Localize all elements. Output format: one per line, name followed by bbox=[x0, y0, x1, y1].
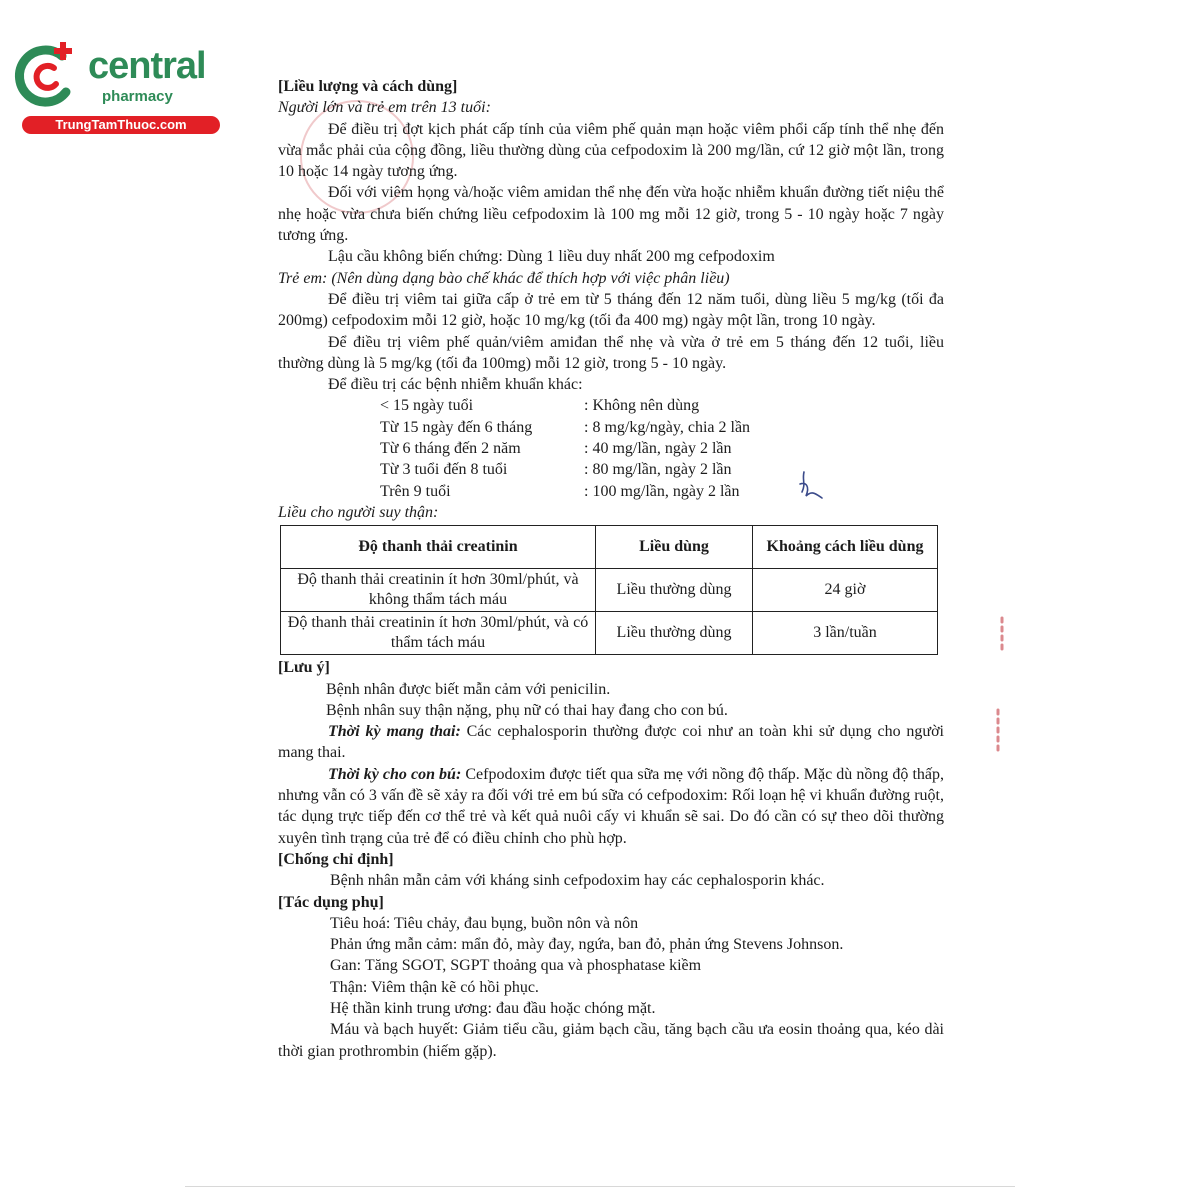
section-heading-note: [Lưu ý] bbox=[278, 659, 330, 677]
paragraph: Để điều trị viêm phế quản/viêm amiđan thể nhẹ và vừa ở trẻ em 5 tháng đến 12 tuổi, liều thường dùng là 5 mg/kg (tối đa 100mg) mỗi 12 giờ, trong 5 - 10 ngày. bbox=[278, 333, 944, 372]
dosage-schedule bbox=[380, 395, 944, 501]
table-cell: Độ thanh thải creatinin ít hơn 30ml/phút, và có thẩm tách máu bbox=[281, 612, 596, 655]
section-heading-side-effects: [Tác dụng phụ] bbox=[278, 893, 384, 911]
table-cell: Độ thanh thải creatinin ít hơn 30ml/phút, và không thẩm tách máu bbox=[281, 569, 596, 612]
paragraph-pregnancy bbox=[278, 721, 944, 764]
paragraph-lactation bbox=[278, 764, 944, 849]
schedule-dose: : 8 mg/kg/ngày, chia 2 lần bbox=[584, 418, 751, 436]
table-row bbox=[281, 569, 938, 612]
schedule-dose: : 40 mg/lần, ngày 2 lần bbox=[584, 440, 732, 458]
schedule-age: < 15 ngày tuổi bbox=[380, 397, 474, 415]
table-cell: 24 giờ bbox=[753, 569, 938, 612]
document-body bbox=[278, 76, 944, 1062]
section-heading-contraindications: [Chống chỉ định] bbox=[278, 850, 394, 868]
schedule-row bbox=[380, 417, 944, 438]
table-cell: Liều thường dùng bbox=[596, 612, 753, 655]
pregnancy-text: Các cephalosporin thường được coi như an toàn khi sử dụng cho người mang thai. bbox=[278, 723, 945, 762]
paragraph: Để điều trị các bệnh nhiễm khuẩn khác: bbox=[328, 376, 583, 394]
schedule-age: Từ 15 ngày đến 6 tháng bbox=[380, 418, 533, 436]
pregnancy-label: Thời kỳ mang thai: bbox=[328, 723, 461, 741]
table-header: Khoảng cách liều dùng bbox=[753, 526, 938, 569]
schedule-row bbox=[380, 481, 944, 502]
side-effect-item: Phản ứng mẫn cảm: mẩn đỏ, mày đay, ngứa, ban đỏ, phản ứng Stevens Johnson. bbox=[330, 936, 844, 954]
side-effect-item: Máu và bạch huyết: Giảm tiểu cầu, giảm bạch cầu, tăng bạch cầu ưa eosin thoảng qua, kéo dài thời gian prothrombin (hiếm gặp). bbox=[278, 1021, 944, 1060]
renal-dosage-table bbox=[280, 525, 938, 655]
schedule-row bbox=[380, 395, 944, 416]
paragraph: Bệnh nhân suy thận nặng, phụ nữ có thai hay đang cho con bú. bbox=[326, 701, 728, 719]
paragraph: Lậu cầu không biến chứng: Dùng 1 liều duy nhất 200 mg cefpodoxim bbox=[328, 248, 775, 266]
schedule-age: Trên 9 tuổi bbox=[380, 482, 451, 500]
section-heading-dosage: [Liều lượng và cách dùng] bbox=[278, 78, 458, 95]
handwritten-initial-mark bbox=[796, 470, 830, 502]
table-cell: 3 lần/tuần bbox=[753, 612, 938, 655]
paragraph: Để điều trị viêm tai giữa cấp ở trẻ em từ 5 tháng đến 12 năm tuổi, dùng liều 5 mg/kg (tối đa 200mg) cefpodoxim mỗi 12 giờ, hoặc 10 mg/kg (tối đa 400 mg) ngày một lần, trong 10 ngày. bbox=[278, 290, 944, 330]
schedule-row bbox=[380, 459, 944, 480]
brand-subtitle: pharmacy bbox=[102, 88, 173, 105]
paragraph: Đối với viêm họng và/hoặc viêm amidan thể nhẹ đến vừa hoặc nhiễm khuẩn đường tiết niệu thể nhẹ hoặc vừa chưa biến chứng liều cefpodoxim là 100 mg mỗi 12 giờ, trong 5 - 10 ngày hoặc 7 ngày tương ứng. bbox=[278, 184, 944, 245]
schedule-dose: : 100 mg/lần, ngày 2 lần bbox=[584, 482, 740, 500]
schedule-dose: : Không nên dùng bbox=[584, 397, 700, 415]
pharmacy-logo-icon bbox=[10, 40, 82, 112]
schedule-dose: : 80 mg/lần, ngày 2 lần bbox=[584, 461, 732, 479]
brand-site-badge: TrungTamThuoc.com bbox=[22, 116, 220, 134]
schedule-row bbox=[380, 438, 944, 459]
paragraph: Bệnh nhân được biết mẫn cảm với penicilin. bbox=[326, 680, 611, 698]
edge-stamp-fragment bbox=[990, 610, 1014, 760]
side-effect-item: Tiêu hoá: Tiêu chảy, đau bụng, buồn nôn và nôn bbox=[330, 914, 639, 932]
table-header: Liều dùng bbox=[596, 526, 753, 569]
table-header: Độ thanh thải creatinin bbox=[281, 526, 596, 569]
subheading-children: Trẻ em: (Nên dùng dạng bào chế khác để thích hợp với việc phân liều) bbox=[278, 269, 730, 287]
subheading-adults: Người lớn và trẻ em trên 13 tuổi: bbox=[278, 99, 491, 117]
table-row bbox=[281, 612, 938, 655]
side-effect-item: Gan: Tăng SGOT, SGPT thoảng qua và phosphatase kiềm bbox=[330, 957, 702, 975]
brand-name: central bbox=[88, 45, 206, 87]
paragraph: Bệnh nhân mẫn cảm với kháng sinh cefpodoxim hay các cephalosporin khác. bbox=[330, 872, 825, 890]
lactation-text: Cefpodoxim được tiết qua sữa mẹ với nồng độ thấp. Mặc dù nồng độ thấp, nhưng vẫn có 3 vấn đề sẽ xảy ra đối với trẻ em bú sữa có cefpodoxim: Rối loạn hệ vi khuẩn đường ruột, tác dụng trực tiếp đến cơ thể trẻ và kết quả nuôi cấy vi khuẩn sẽ sai. Do đó cần có sự theo dõi thường xuyên tình trạng của trẻ để có điều chỉnh cho phù hợp. bbox=[278, 765, 945, 847]
side-effect-item: Hệ thần kinh trung ương: đau đầu hoặc chóng mặt. bbox=[330, 999, 656, 1017]
schedule-age: Từ 3 tuổi đến 8 tuổi bbox=[380, 461, 508, 479]
schedule-age: Từ 6 tháng đến 2 năm bbox=[380, 440, 521, 458]
scan-edge-divider bbox=[185, 1186, 1015, 1187]
table-cell: Liều thường dùng bbox=[596, 569, 753, 612]
brand-logo bbox=[10, 40, 220, 140]
side-effect-item: Thận: Viêm thận kẽ có hồi phục. bbox=[330, 978, 539, 996]
subheading-renal: Liều cho người suy thận: bbox=[278, 503, 439, 521]
lactation-label: Thời kỳ cho con bú: bbox=[328, 765, 462, 783]
paragraph: Để điều trị đợt kịch phát cấp tính của viêm phế quản mạn hoặc viêm phổi cấp tính thể nhẹ đến vừa mắc phải của cộng đồng, liều thường dùng của cefpodoxim là 200 mg/lần, cứ 12 giờ một lần, trong 10 hoặc 14 ngày tương ứng. bbox=[278, 120, 944, 181]
table-header-row bbox=[281, 526, 938, 569]
